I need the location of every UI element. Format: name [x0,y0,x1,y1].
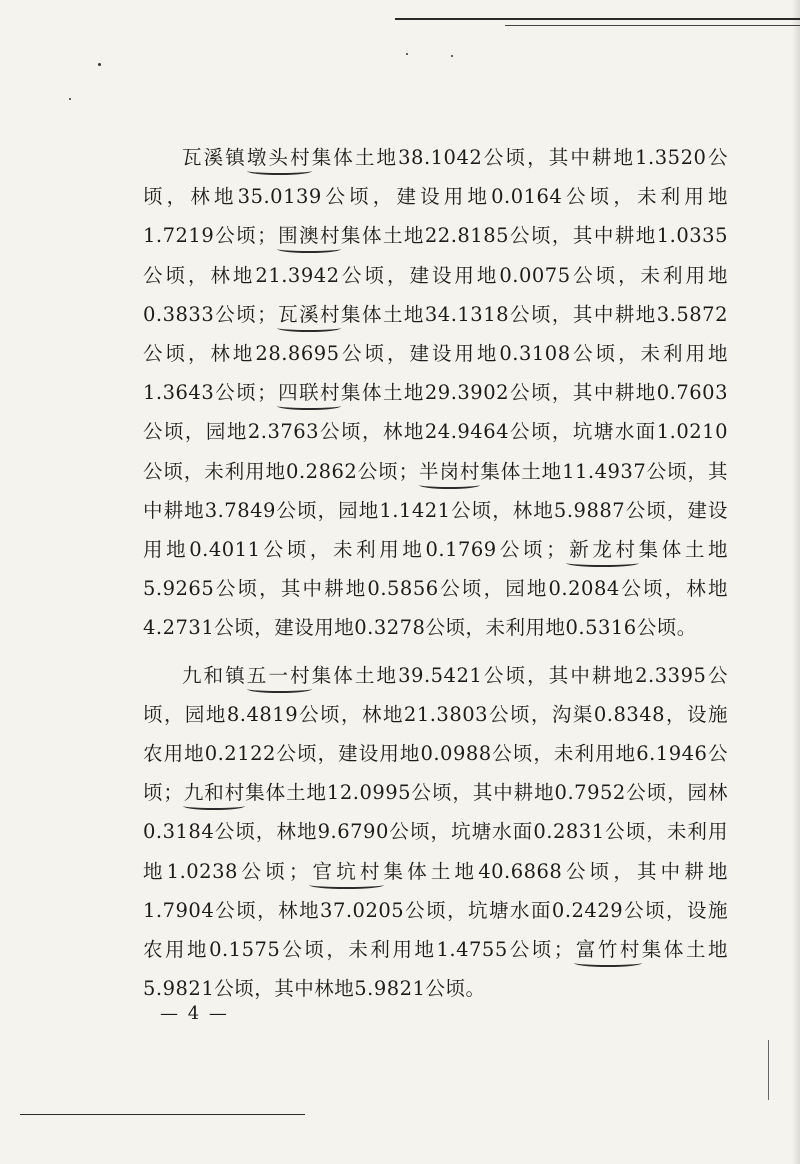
scan-speck [98,63,101,66]
paragraph-text: 集体土地29.3902公顷，其中耕地0.7603公顷，园地2.3763公顷，林地24.9464公顷，坑塘水面1.0210公顷，未利用地0.2862公顷； [143,381,728,483]
scan-speck [406,53,408,55]
document-body [143,138,728,1008]
village-name-underlined: 九和村 [183,781,246,805]
village-name-underlined: 墩头村 [246,146,312,169]
paragraph-text: 集体土地12.0995公顷，其中耕地0.7952公顷，园林0.3184公顷，林地9.6790公顷，坑塘水面0.2831公顷，未利用地1.0238公顷； [143,781,728,883]
paragraph-text: 集体土地34.1318公顷，其中耕地3.5872公顷，林地28.8695公顷，建设用地0.3108公顷，未利用地1.3643公顷； [143,302,728,405]
paragraph-text: 集体土地11.4937公顷，其中耕地3.7849公顷，园地1.1421公顷，林地5.9887公顷，建设用地0.4011公顷，未利用地0.1769公顷； [143,459,728,562]
bottom-rule [20,1114,305,1115]
paragraph-text: 九和镇 [182,663,247,687]
paragraph-text: 集体土地38.1042公顷，其中耕地1.3520公顷，林地35.0139公顷，建设用地0.0164公顷，未利用地1.7219公顷； [143,146,728,248]
page-number: — 4 — [160,1003,229,1024]
scan-speck [69,98,71,100]
paragraph-text: 集体土地5.9821公顷，其中林地5.9821公顷。 [143,938,728,1001]
scan-margin-mark [768,1040,769,1100]
village-name-underlined: 富竹村 [573,938,642,962]
scan-edge [792,0,800,1164]
paragraph-waxi-town [143,138,728,648]
village-name-underlined: 五一村 [246,663,312,687]
village-name-underlined: 围澳村 [277,224,342,248]
paragraph-text: 集体土地22.8185公顷，其中耕地1.0335公顷，林地21.3942公顷，建设用地0.0075公顷，未利用地0.3833公顷； [143,224,728,326]
village-name-underlined: 官坑村 [308,859,384,883]
top-rule [395,18,800,20]
paragraph-text: 集体土地39.5421公顷，其中耕地2.3395公顷，园地8.4819公顷，林地21.3803公顷，沟渠0.8348，设施农用地0.2122公顷，建设用地0.0988公顷，未利用地6.1946公顷； [143,663,728,805]
paragraph-text: 集体土地5.9265公顷，其中耕地0.5856公顷，园地0.2084公顷，林地4.2731公顷，建设用地0.3278公顷，未利用地0.5316公顷。 [143,538,728,640]
scan-speck [451,55,453,57]
village-name-underlined: 四联村 [277,381,342,405]
village-name-underlined: 瓦溪村 [277,302,342,326]
top-rule-secondary [505,25,800,26]
paragraph-text: 集体土地40.6868公顷，其中耕地1.7904公顷，林地37.0205公顷，坑塘水面0.2429公顷，设施农用地0.1575公顷，未利用地1.4755公顷； [143,859,728,962]
village-name-underlined: 半岗村 [418,459,481,483]
village-name-underlined: 新龙村 [566,538,639,562]
paragraph-text: 瓦溪镇 [182,146,247,169]
paragraph-jiuhe-town [143,656,728,1009]
